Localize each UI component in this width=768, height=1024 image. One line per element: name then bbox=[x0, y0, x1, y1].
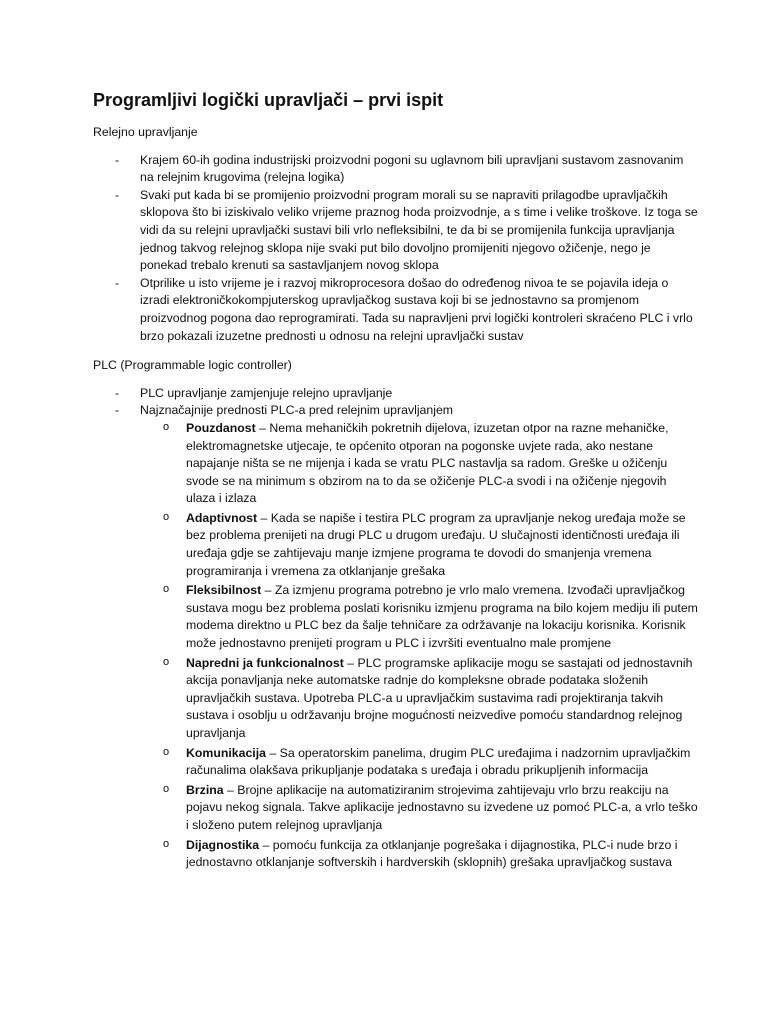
advantage-item bbox=[186, 782, 698, 835]
section-heading-relejno: Relejno upravljanje bbox=[93, 125, 198, 139]
list-item: - PLC upravljanje zamjenjuje relejno upravljanje bbox=[140, 385, 698, 403]
list-item-text: Najznačajnije prednosti PLC-a pred relejnim upravljanjem bbox=[140, 403, 454, 418]
advantage-term: Komunikacija bbox=[186, 745, 266, 760]
advantage-text: – PLC programske aplikacije mogu se sastajati od jednostavnih akcija ponavljanja neke automatske radnje do kompleksne obrade podataka složenih upravljačkih sustava. Upotreba PLC-a u upravljačkim sustavima radi projektiranja takvih sustava i osoblju u održavanju brojne mogućnosti neizvedive pomoću standardnog relejnog upravljanja bbox=[186, 655, 693, 740]
list-item: - Krajem 60-ih godina industrijski proizvodni pogoni su uglavnom bili upravljani sustavom zasnovanim na relejnim krugovima (relejna logika) bbox=[140, 152, 698, 187]
section-heading-plc: PLC (Programmable logic controller) bbox=[93, 358, 292, 373]
list-item bbox=[140, 402, 698, 871]
advantage-term: Adaptivnost bbox=[186, 510, 258, 525]
advantage-text: – Nema mehaničkih pokretnih dijelova, izuzetan otpor na razne mehaničke, elektromagnetske utjecaje, te općenito otporan na pogonske uvjete rada, ako nestane napajanje ništa se ne mijenja i kada se vratu PLC nastavlja sa radom. Greške u ožičenju svode se na minimum s obzirom na to da se ožičenje PLC-a svodi i na ožičenje njegovih ulaza i izlaza bbox=[186, 420, 669, 506]
advantage-text: – pomoću funkcija za otklanjanje pogrešaka i dijagnostika, PLC-i nude brzo i jednostavno otklanjanje softverskih i hardverskih (sklopnih) grešaka upravljačkog sustava bbox=[186, 837, 678, 870]
advantage-item bbox=[186, 745, 698, 780]
advantage-text: – Za izmjenu programa potrebno je vrlo malo vremena. Izvođači upravljačkog sustava mogu bez problema poslati korisniku izmjenu programa na bilo kojem mediju ili putem modema direktno u PLC bez da šalje tehničare za održavanje na lokaciju korisnika. Korisnik može jednostavno prenijeti program u PLC i izvršiti eventualno male promjene bbox=[186, 583, 698, 651]
advantage-text: – Brojne aplikacije na automatiziranim strojevima zahtijevaju vrlo brzu reakciju na pojavu nekog signala. Takve aplikacije jednostavno su izvedene uz pomoć PLC-a, a vrlo teško i složeno putem relejnog upravljanja bbox=[186, 782, 698, 832]
advantage-text: – Kada se napiše i testira PLC program za upravljanje nekog uređaja može se bez problema prenijeti na drugi PLC u drugom uređaju. U slučajnosti identičnosti uređaja ili uređaja gdje se zahtijevaju manje izmjene programa te dovodi do smanjenja vremena programiranja i vremena za otklanjanje grešaka bbox=[186, 510, 686, 578]
advantage-term: Napredni ja funkcionalnost bbox=[186, 655, 344, 670]
advantage-item bbox=[186, 837, 698, 872]
list-item: - Svaki put kada bi se promijenio proizvodni program morali su se napraviti prilagodbe upravljačkih sklopova što bi iziskivalo veliko vrijeme praznog hoda proizvodnje, a s time i velike troškove. Iz toga se vidi da su relejni upravljački sustavi bili vrlo nefleksibilni, te da bi se promijenila funkcija upravljanja jednog takvog relejnog sklopa nije svaki put bilo dovoljno promijeniti njegovo ožičenje, nego je ponekad trebalo krenuti sa sastavljanjem novog sklopa bbox=[140, 187, 698, 275]
advantage-item bbox=[186, 510, 698, 580]
advantage-term: Pouzdanost bbox=[186, 420, 256, 435]
advantage-text: – Sa operatorskim panelima, drugim PLC uređajima i nadzornim upravljačkim računalima olakšava prikupljanje podataka s uređaja i obradu prikupljenih informacija bbox=[186, 745, 691, 778]
advantage-item bbox=[186, 655, 698, 743]
advantage-term: Dijagnostika bbox=[186, 837, 260, 852]
advantage-item bbox=[186, 582, 698, 652]
advantage-term: Fleksibilnost bbox=[186, 583, 262, 598]
advantage-term: Brzina bbox=[186, 782, 224, 797]
plc-list bbox=[93, 385, 698, 872]
page-title: Programljivi logički upravljači – prvi ispit bbox=[93, 90, 444, 110]
relejno-list bbox=[93, 152, 698, 346]
advantage-item bbox=[186, 420, 698, 508]
list-item: - Otprilike u isto vrijeme je i razvoj mikroprocesora došao do određenog nivoa te se pojavila ideja o izradi elektroničkokompjuterskog upravljačkog sustava koji bi se jednostavno sa promjenom proizvodnog pogona dao reprogramirati. Tada su napravljeni prvi logički kontroleri skraćeno PLC i vrlo brzo pokazali izuzetne prednosti u odnosu na relejni upravljački sustav bbox=[140, 275, 698, 345]
advantages-list bbox=[140, 420, 698, 872]
